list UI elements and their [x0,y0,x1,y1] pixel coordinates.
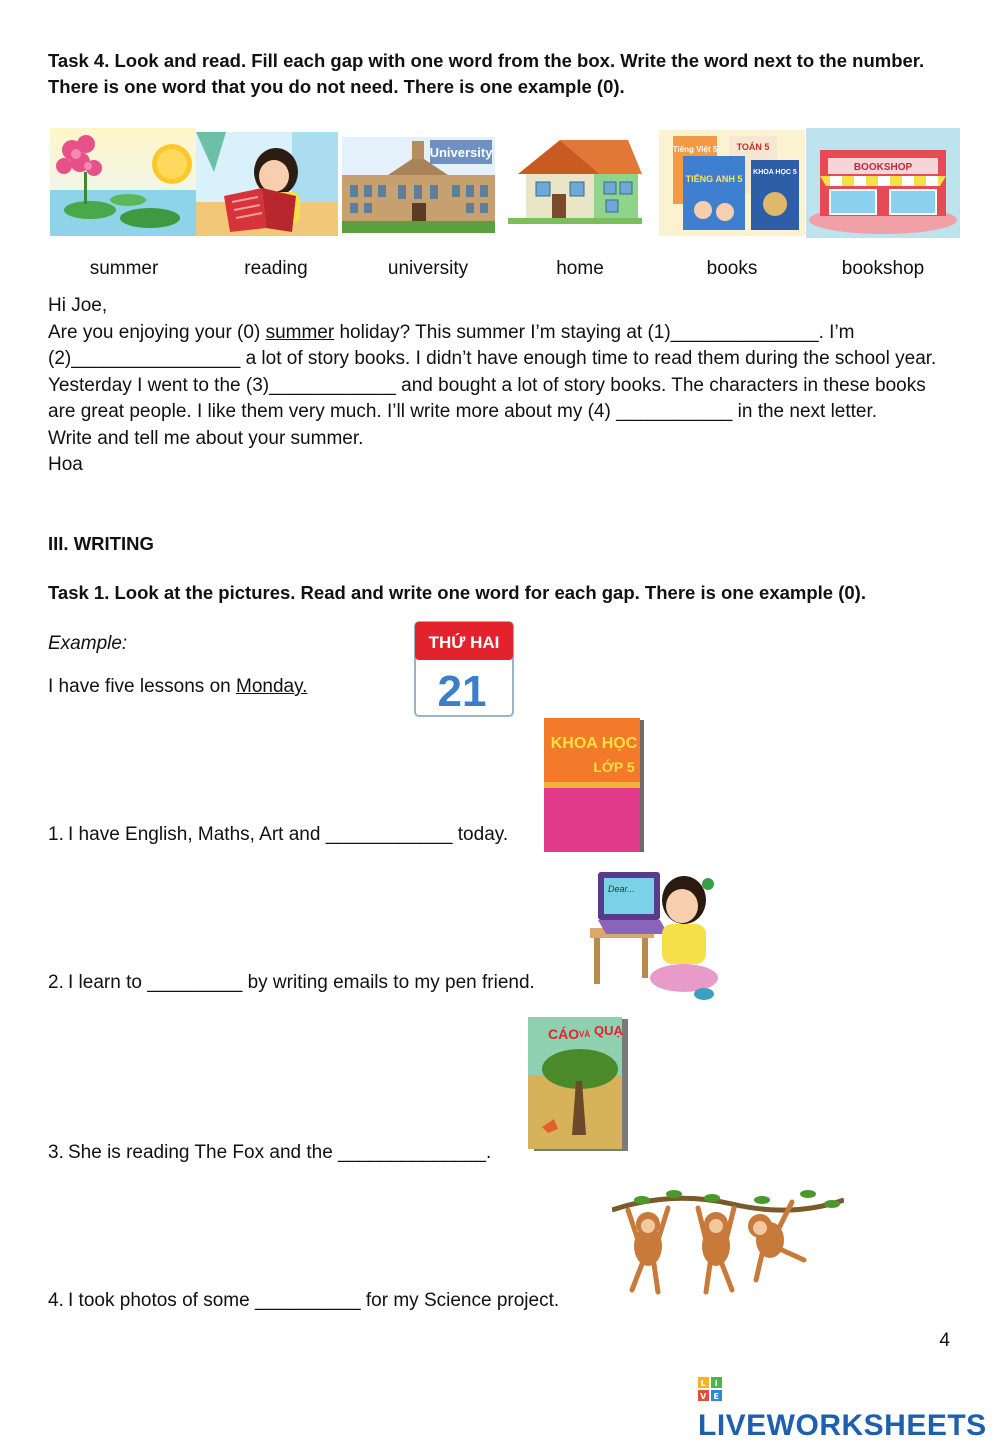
example-label: Example: [48,633,128,654]
calendar-picture [413,620,517,725]
letter-text [48,293,953,479]
storybook-title-3: QUẠ [594,1023,623,1038]
question-3-text: She is reading The Fox and the ______________. [68,1142,492,1163]
question-2-text: I learn to _________ by writing emails to my pen friend. [68,972,535,993]
science-book-grade: LỚP 5 [593,759,635,775]
reading-girl-picture [196,132,338,236]
question-2 [48,972,535,994]
letter-request: Write and tell me about your summer. [48,427,364,449]
bookshop-sign: BOOKSHOP [853,162,913,173]
storybook-picture [526,1015,630,1158]
word-bookshop: bookshop [841,258,925,279]
question-4-text: I took photos of some __________ for my Science project. [68,1290,560,1311]
question-4-number: 4. [48,1290,64,1311]
word-reading: reading [244,258,308,279]
word-books: books [706,258,758,279]
writing-heading: III. WRITING [48,533,154,554]
logo-letter-v: V [700,1392,707,1402]
question-1-number: 1. [48,824,64,845]
task4-title: Task 4. Look and read. Fill each gap with one word from the box. Write the word next to the number. There is one word that you do not need. There is one example (0). [48,50,925,97]
book2-title: TOÁN 5 [736,142,770,152]
question-3-number: 3. [48,1142,64,1163]
bookshop-picture [806,128,960,238]
storybook-title-2: VÀ [579,1030,591,1039]
example-sentence-text: I have five lessons on [48,676,236,697]
question-4 [48,1290,559,1312]
university-sign: University [429,145,493,160]
book3-title: TIẾNG ANH 5 [685,174,743,184]
letter-body [48,320,953,426]
book1-title: Tiếng Việt 5 [672,145,718,154]
question-1 [48,824,508,846]
girl-laptop-picture [584,868,724,1009]
logo-letter-e: E [713,1392,720,1402]
books-picture [659,130,805,236]
example-answer-summer: summer [265,321,335,343]
page-number: 4 [939,1330,950,1351]
home-picture [500,134,650,226]
brand-text: LIVEWORKSHEETS [698,1409,987,1443]
science-book-picture [542,716,648,861]
storybook-title-1: CÁO [548,1026,580,1042]
question-2-number: 2. [48,972,64,993]
book4-title: KHOA HỌC 5 [753,169,797,176]
letter-greeting: Hi Joe, [48,295,108,316]
logo-letter-l: L [700,1379,707,1389]
word-university: university [387,258,469,279]
laptop-screen-text: Dear... [608,884,635,894]
letter-signature: Hoa [48,454,83,475]
university-picture [342,137,495,233]
question-1-text: I have English, Maths, Art and ____________ today. [68,824,509,845]
logo-letter-i: I [714,1379,719,1389]
monkeys-picture [612,1180,844,1309]
task1-title: Task 1. Look at the pictures. Read and write one word for each gap. There is one example (0). [48,582,866,603]
summer-lotus-picture [50,128,196,236]
question-3 [48,1142,491,1164]
letter-body-rest: holiday? This summer I’m staying at (1)______________. I’m (2)________________ a lot of story books. I didn’t have enough time to read them during the school year. Yesterday I went to the (3)____________ and bought a lot of story books. The characters in these books are great people. I like them very much. I’ll write more about my (4) ___________ in the next letter. [48,321,937,422]
letter-body-start: Are you enjoying your (0) [48,321,266,343]
calendar-day: THỨ HAI [428,633,500,652]
calendar-date: 21 [437,667,487,716]
word-summer: summer [89,258,159,279]
word-home: home [556,258,604,279]
liveworksheets-brand [698,1374,1000,1443]
example-answer-monday: Monday. [236,676,308,697]
example-sentence [48,676,307,698]
science-book-title: KHOA HỌC [550,735,638,752]
liveworksheets-logo-icon [698,1375,722,1409]
